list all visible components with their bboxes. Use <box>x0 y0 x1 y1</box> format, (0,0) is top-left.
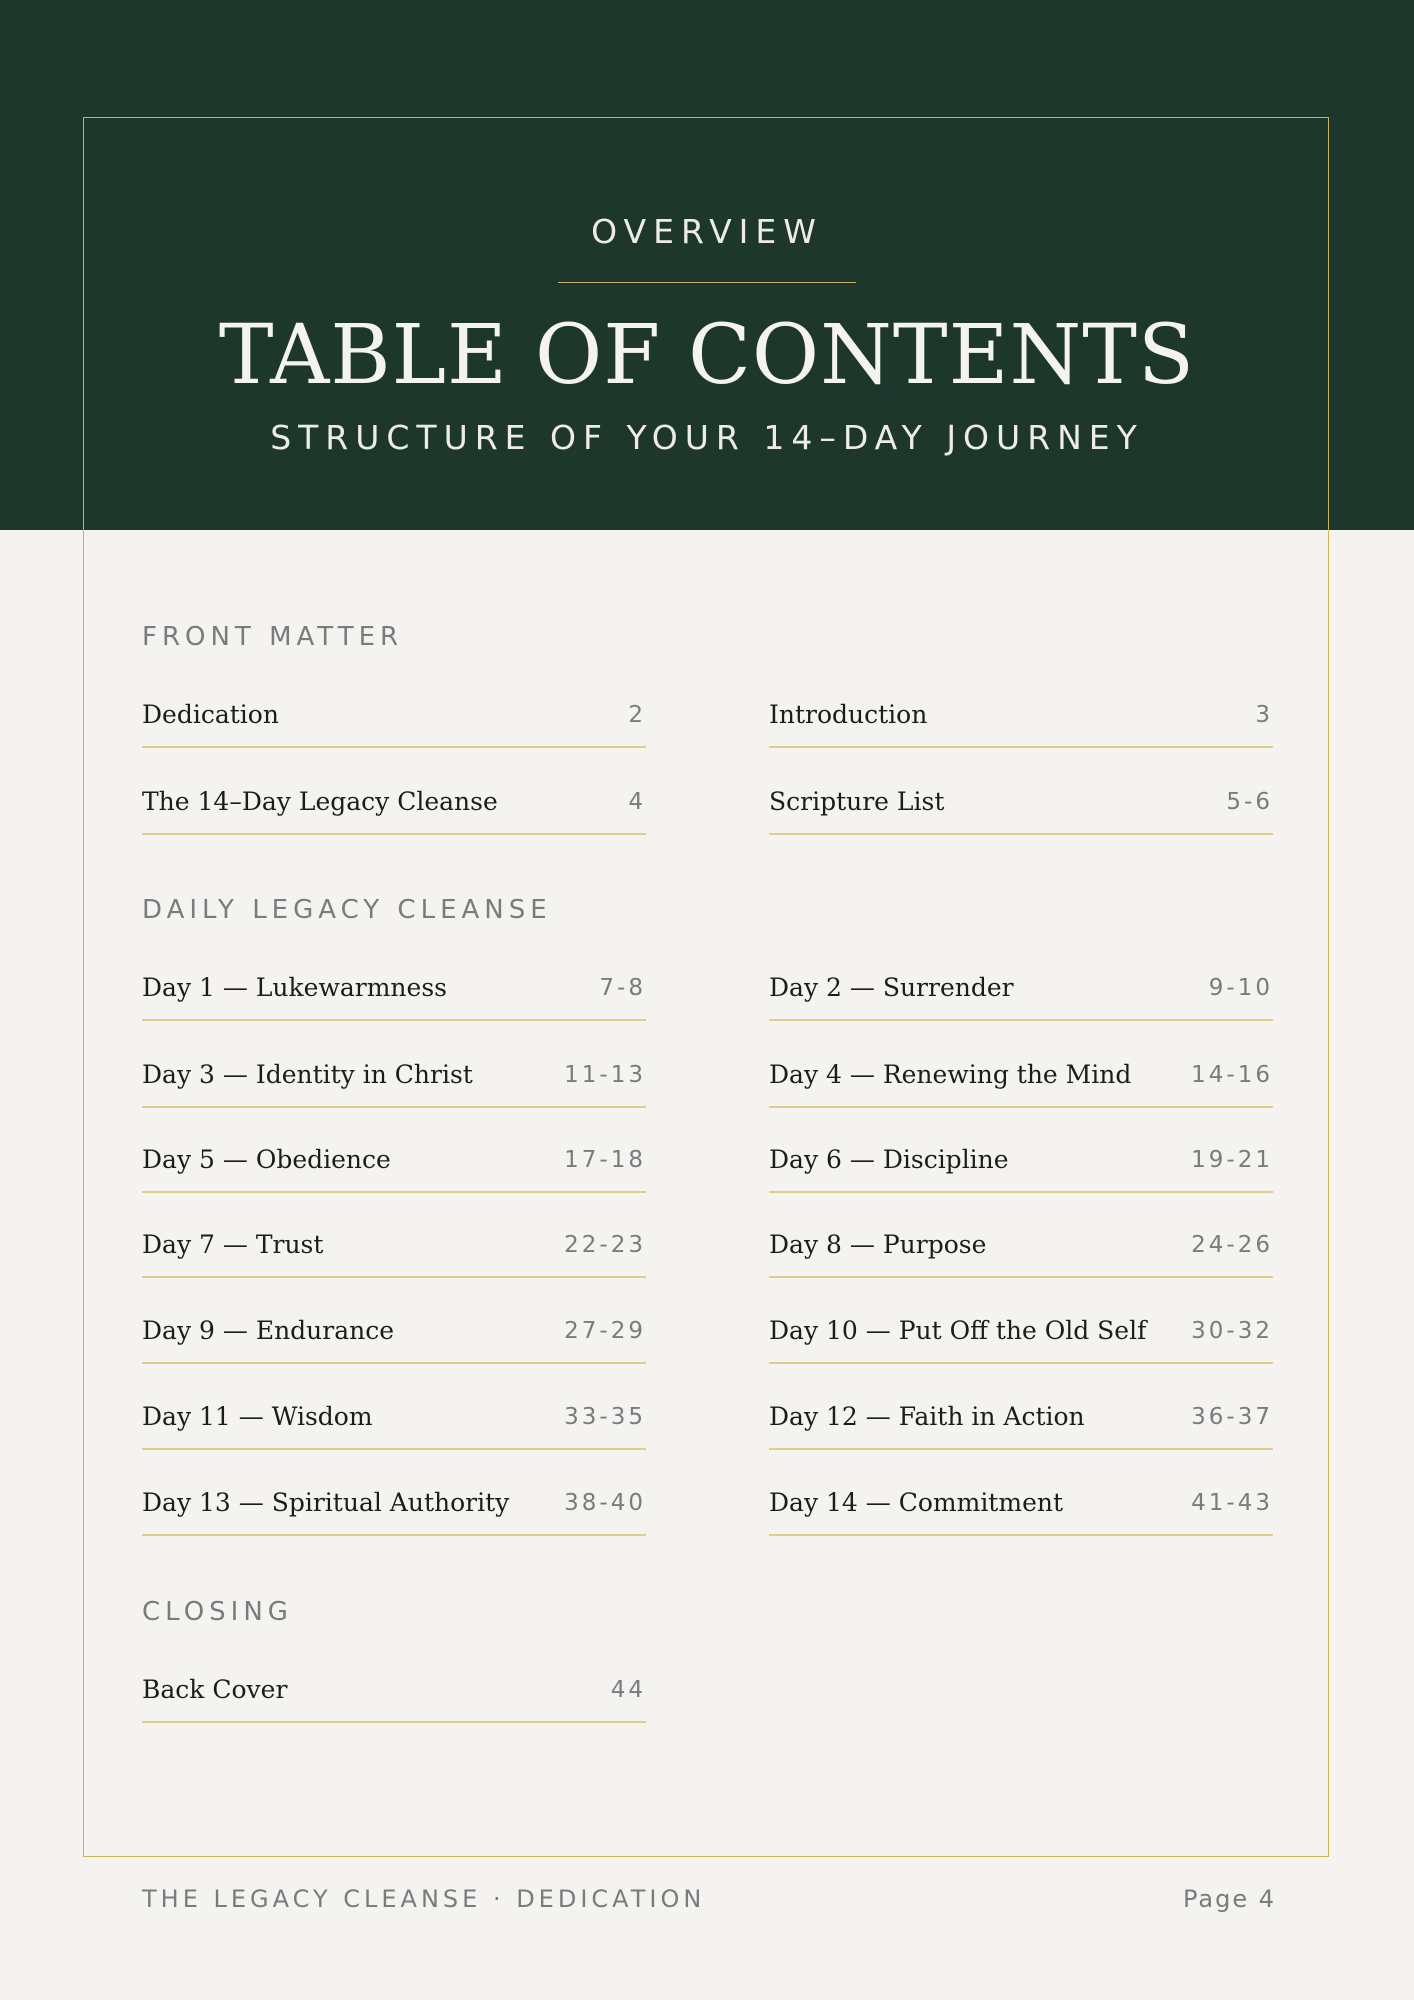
toc-entry-title: Day 1 — Lukewarmness <box>142 973 447 1002</box>
eyebrow-label: OVERVIEW <box>591 212 823 251</box>
toc-entry-pages: 41-43 <box>1191 1490 1273 1516</box>
toc-entry-pages: 33-35 <box>564 1404 646 1430</box>
toc-entry-title: Day 3 — Identity in Christ <box>142 1060 473 1089</box>
page-title: TABLE OF CONTENTS <box>218 308 1196 403</box>
toc-entry-title: Day 11 — Wisdom <box>142 1402 373 1431</box>
toc-entry-introduction[interactable] <box>769 690 1273 748</box>
toc-entry-pages: 30-32 <box>1191 1318 1273 1344</box>
toc-entry-title: Day 13 — Spiritual Authority <box>142 1488 510 1517</box>
toc-entry-title: Back Cover <box>142 1675 288 1704</box>
toc-entry-pages: 19-21 <box>1191 1147 1273 1173</box>
toc-entry-day-8[interactable] <box>769 1220 1273 1278</box>
toc-entry-day-10[interactable] <box>769 1306 1273 1364</box>
toc-entry-title: Day 5 — Obedience <box>142 1145 391 1174</box>
toc-entry-day-11[interactable] <box>142 1392 646 1450</box>
toc-entry-title: Day 12 — Faith in Action <box>769 1402 1085 1431</box>
toc-entry-day-1[interactable] <box>142 963 646 1021</box>
toc-entry-title: Day 10 — Put Off the Old Self <box>769 1316 1147 1345</box>
toc-entry-title: Dedication <box>142 700 279 729</box>
section-label-daily: DAILY LEGACY CLEANSE <box>142 895 552 925</box>
toc-entry-title: Day 7 — Trust <box>142 1230 324 1259</box>
section-label-closing: CLOSING <box>142 1597 293 1627</box>
toc-entry-pages: 5-6 <box>1226 789 1273 815</box>
toc-entry-pages: 7-8 <box>599 975 646 1001</box>
toc-entry-pages: 17-18 <box>564 1147 646 1173</box>
footer-page-number: Page 4 <box>1183 1885 1276 1913</box>
toc-entry-title: Day 2 — Surrender <box>769 973 1014 1002</box>
toc-entry-day-6[interactable] <box>769 1135 1273 1193</box>
toc-entry-title: Day 6 — Discipline <box>769 1145 1009 1174</box>
toc-entry-day-3[interactable] <box>142 1050 646 1108</box>
toc-entry-title: Day 4 — Renewing the Mind <box>769 1060 1132 1089</box>
toc-entry-legacy-cleanse[interactable] <box>142 777 646 835</box>
eyebrow-divider <box>558 282 856 283</box>
toc-entry-pages: 11-13 <box>564 1062 646 1088</box>
toc-entry-day-2[interactable] <box>769 963 1273 1021</box>
toc-entry-pages: 3 <box>1255 702 1273 728</box>
toc-entry-day-13[interactable] <box>142 1478 646 1536</box>
toc-entry-pages: 36-37 <box>1191 1404 1273 1430</box>
toc-entry-day-9[interactable] <box>142 1306 646 1364</box>
toc-entry-pages: 27-29 <box>564 1318 646 1344</box>
toc-entry-day-14[interactable] <box>769 1478 1273 1536</box>
toc-entry-day-12[interactable] <box>769 1392 1273 1450</box>
toc-entry-title: Day 9 — Endurance <box>142 1316 395 1345</box>
toc-entry-scripture-list[interactable] <box>769 777 1273 835</box>
toc-entry-title: Introduction <box>769 700 928 729</box>
toc-entry-pages: 14-16 <box>1191 1062 1273 1088</box>
page-subtitle: STRUCTURE OF YOUR 14–DAY JOURNEY <box>270 418 1144 457</box>
toc-entry-pages: 38-40 <box>564 1490 646 1516</box>
toc-entry-back-cover[interactable] <box>142 1665 646 1723</box>
toc-entry-pages: 4 <box>628 789 646 815</box>
section-label-front-matter: FRONT MATTER <box>142 622 404 652</box>
toc-entry-dedication[interactable] <box>142 690 646 748</box>
toc-entry-title: The 14–Day Legacy Cleanse <box>142 787 498 816</box>
toc-entry-pages: 22-23 <box>564 1232 646 1258</box>
toc-entry-pages: 44 <box>610 1677 646 1703</box>
toc-entry-title: Scripture List <box>769 787 945 816</box>
toc-entry-pages: 9-10 <box>1208 975 1273 1001</box>
footer-running-title: THE LEGACY CLEANSE · DEDICATION <box>142 1885 706 1913</box>
toc-entry-title: Day 8 — Purpose <box>769 1230 987 1259</box>
toc-entry-day-7[interactable] <box>142 1220 646 1278</box>
toc-entry-title: Day 14 — Commitment <box>769 1488 1064 1517</box>
toc-entry-pages: 2 <box>628 702 646 728</box>
toc-entry-pages: 24-26 <box>1191 1232 1273 1258</box>
toc-entry-day-4[interactable] <box>769 1050 1273 1108</box>
toc-entry-day-5[interactable] <box>142 1135 646 1193</box>
